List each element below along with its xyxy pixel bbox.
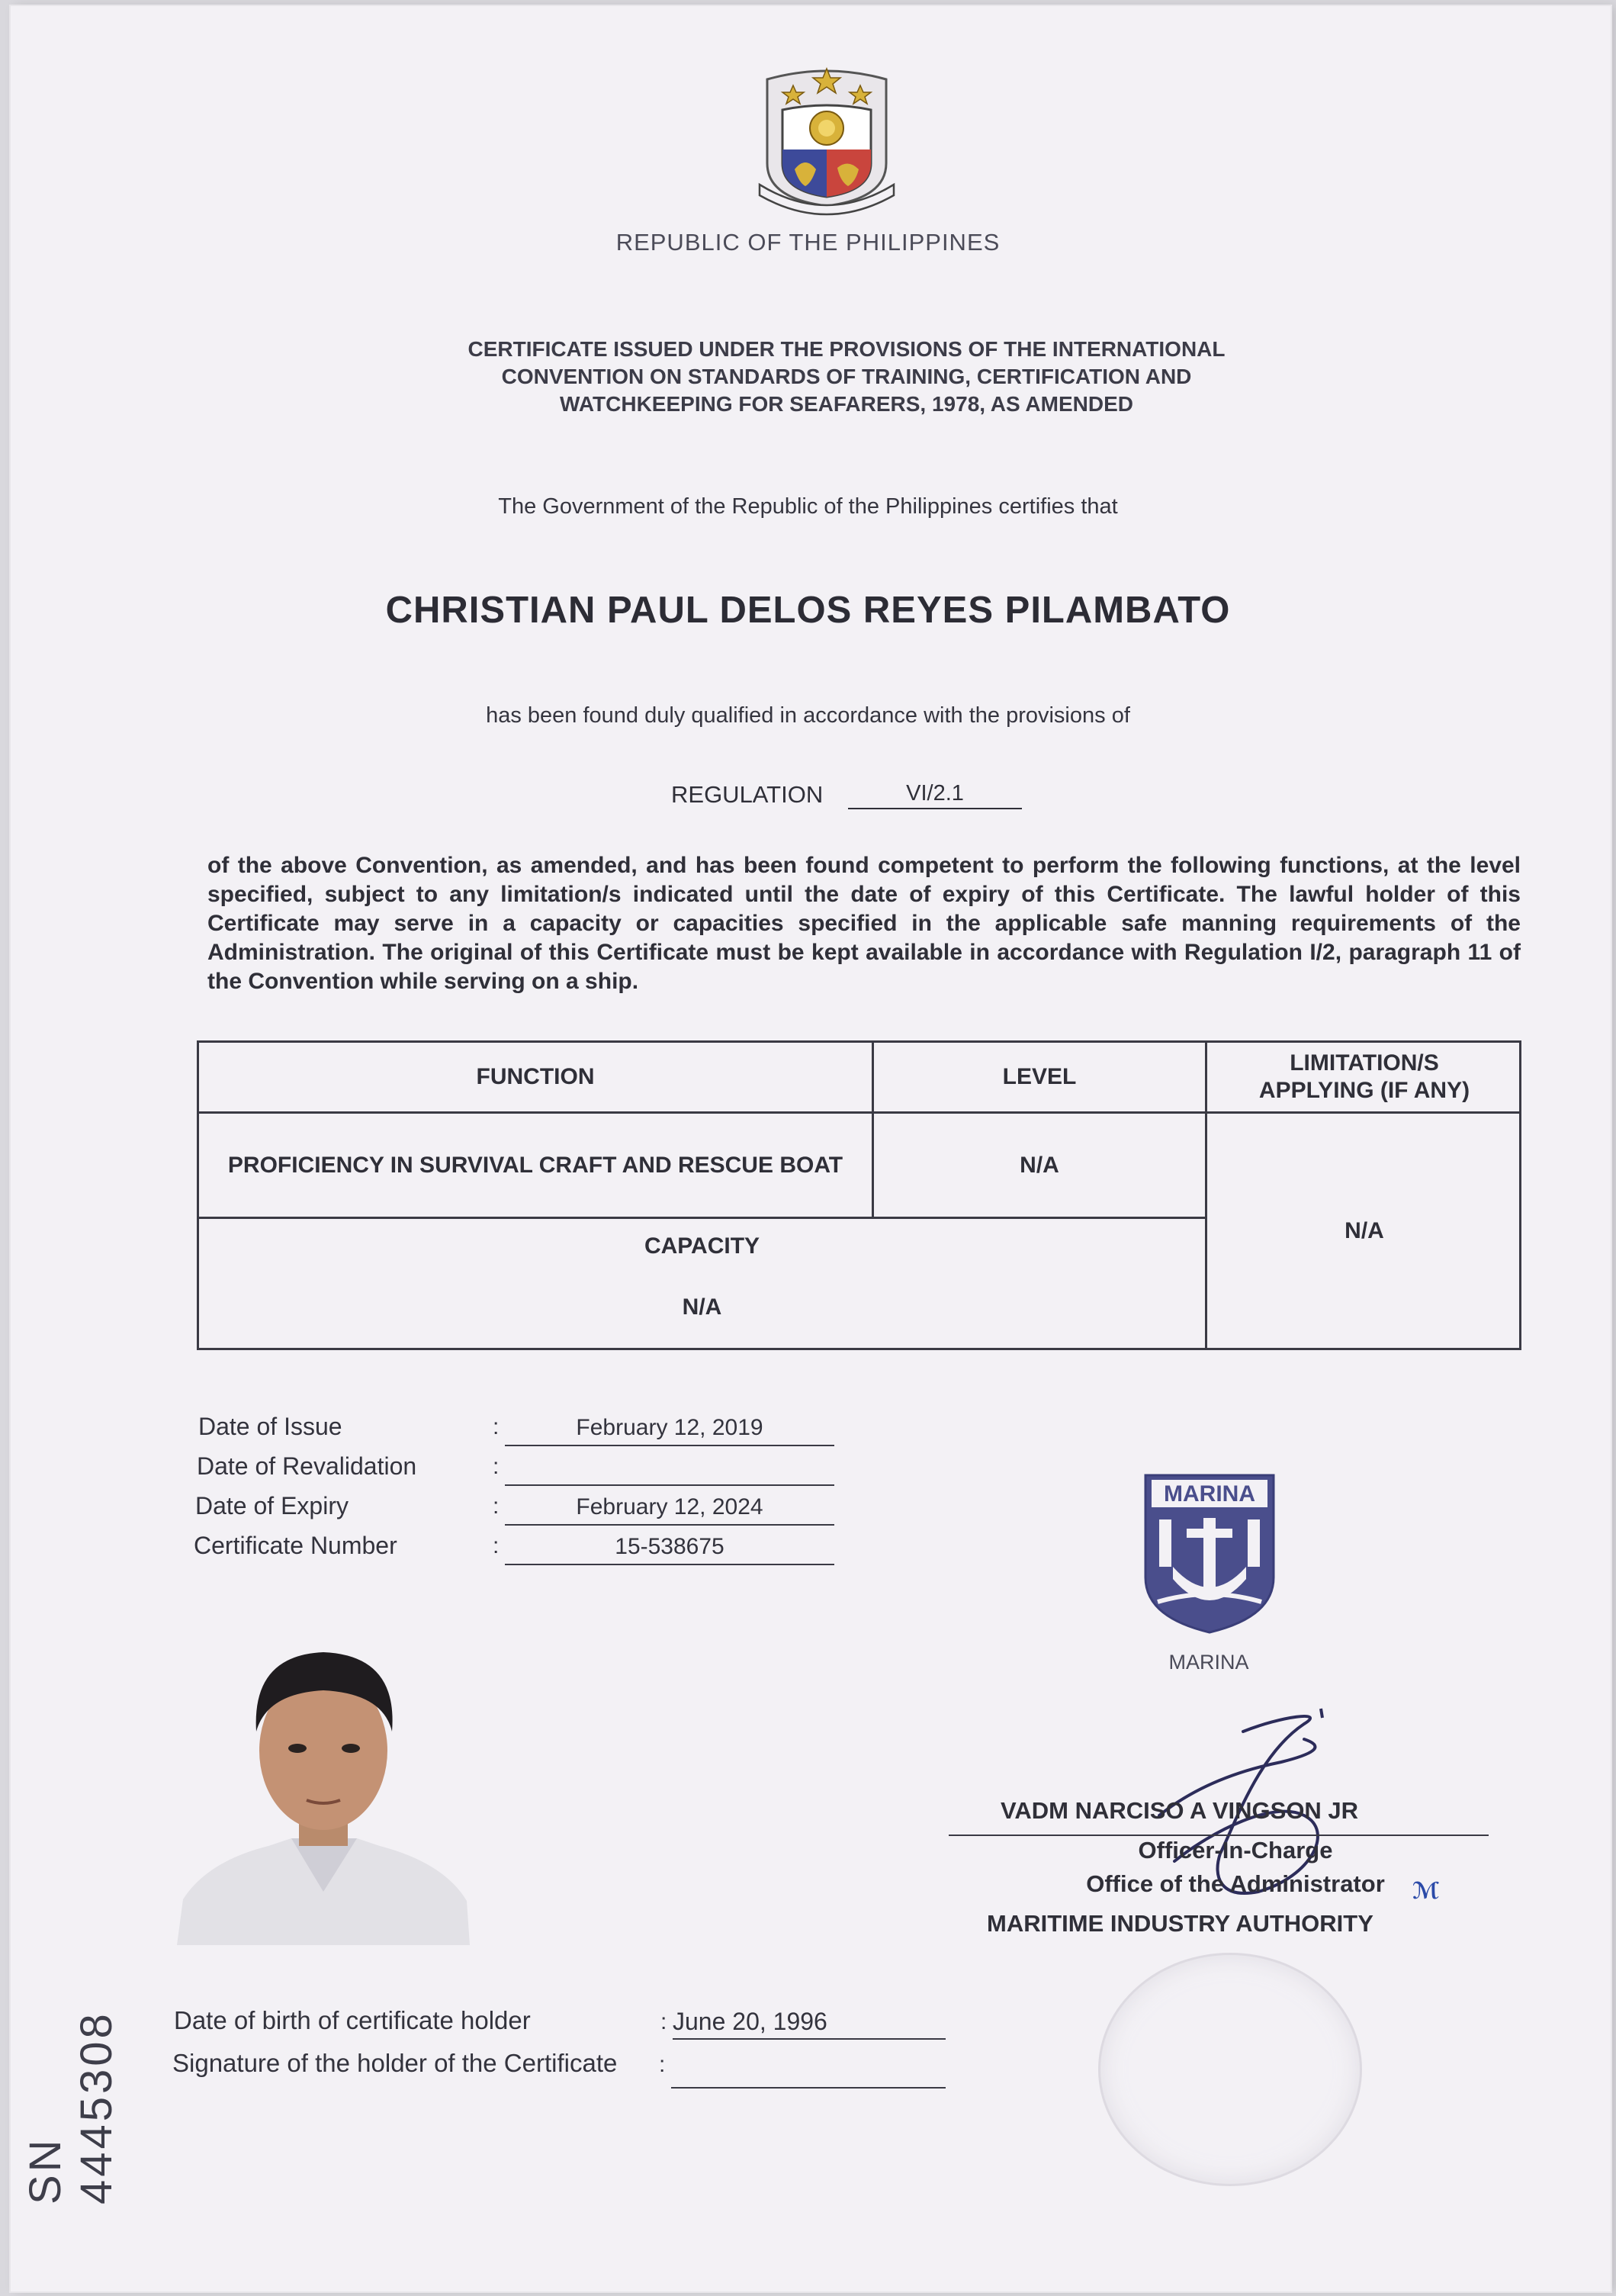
holder-signature-value bbox=[671, 2053, 946, 2089]
signature-line bbox=[949, 1835, 1489, 1836]
holder-photo bbox=[177, 1617, 470, 1945]
certificate-number-label: Certificate Number bbox=[194, 1532, 397, 1559]
colon: : bbox=[659, 2052, 666, 2077]
function-header: FUNCTION bbox=[476, 1064, 595, 1089]
colon: : bbox=[660, 2009, 667, 2034]
embossed-seal bbox=[1098, 1953, 1362, 2186]
level-value: N/A bbox=[1020, 1152, 1059, 1178]
convention-heading bbox=[397, 336, 1296, 418]
regulation-label: REGULATION bbox=[671, 781, 824, 808]
marina-caption: MARINA bbox=[1168, 1651, 1249, 1674]
signatory-name: VADM NARCISO A VINGSON JR bbox=[1001, 1797, 1359, 1824]
colon: : bbox=[493, 1494, 500, 1519]
date-of-issue-label: Date of Issue bbox=[198, 1413, 342, 1440]
date-of-issue-value: February 12, 2019 bbox=[505, 1413, 834, 1446]
limitation-header: LIMITATION/S APPLYING (IF ANY) bbox=[1258, 1050, 1470, 1103]
qualified-statement: has been found duly qualified in accordance with the provisions of bbox=[486, 703, 1130, 728]
function-value: PROFICIENCY IN SURVIVAL CRAFT AND RESCUE BOAT bbox=[227, 1152, 843, 1178]
limitation-value: N/A bbox=[1345, 1217, 1384, 1243]
dob-label: Date of birth of certificate holder bbox=[174, 2006, 531, 2034]
holder-name: CHRISTIAN PAUL DELOS REYES PILAMBATO bbox=[385, 590, 1231, 631]
certificate-number-value: 15-538675 bbox=[505, 1532, 834, 1565]
capacity-header: CAPACITY bbox=[644, 1233, 760, 1259]
signatory-title: Officer-In-Charge bbox=[1138, 1837, 1333, 1863]
certifies-statement: The Government of the Republic of the Philippines certifies that bbox=[498, 494, 1118, 519]
marina-logo-icon bbox=[1142, 1472, 1277, 1635]
colon: : bbox=[493, 1454, 500, 1479]
marina-logo-text: MARINA bbox=[1164, 1481, 1255, 1507]
date-of-expiry-label: Date of Expiry bbox=[195, 1492, 349, 1519]
date-of-revalidation-value bbox=[505, 1452, 834, 1486]
capacity-value: N/A bbox=[682, 1294, 722, 1320]
competence-paragraph: of the above Convention, as amended, and has been found competent to perform the following functions, at the level specified, subject to any limitation/s indicated until the date of expiry of this Certificate. The lawful holder of this Certificate may serve in a capacity or capacities specified in the applicable safe manning requirements of the Administration. The original of this Certificate must be kept available in accordance with Regulation I/2, paragraph 11 of the Convention while serving on a ship. bbox=[207, 853, 1521, 994]
regulation-value: VI/2.1 bbox=[848, 781, 1022, 809]
colon: : bbox=[493, 1533, 500, 1558]
serial-number: SN 4445308 bbox=[21, 2011, 121, 2204]
initials-mark: ℳ bbox=[1412, 1879, 1440, 1904]
convention-line: WATCHKEEPING FOR SEAFARERS, 1978, AS AMENDED bbox=[560, 392, 1133, 416]
holder-signature-label: Signature of the holder of the Certificate bbox=[172, 2049, 618, 2077]
country-title: REPUBLIC OF THE PHILIPPINES bbox=[615, 229, 1001, 256]
signatory-agency: MARITIME INDUSTRY AUTHORITY bbox=[987, 1910, 1373, 1937]
signatory-office: Office of the Administrator bbox=[1086, 1870, 1385, 1897]
convention-line: CERTIFICATE ISSUED UNDER THE PROVISIONS OF THE INTERNATIONAL bbox=[467, 337, 1226, 361]
date-of-expiry-value: February 12, 2024 bbox=[505, 1492, 834, 1526]
dob-value: June 20, 1996 bbox=[673, 2005, 946, 2040]
functions-table bbox=[197, 1040, 1521, 1350]
date-of-revalidation-label: Date of Revalidation bbox=[197, 1452, 417, 1480]
convention-line: CONVENTION ON STANDARDS OF TRAINING, CERTIFICATION AND bbox=[501, 365, 1192, 388]
philippine-seal-icon bbox=[746, 56, 908, 217]
colon: : bbox=[493, 1414, 500, 1439]
level-header: LEVEL bbox=[1002, 1064, 1077, 1089]
